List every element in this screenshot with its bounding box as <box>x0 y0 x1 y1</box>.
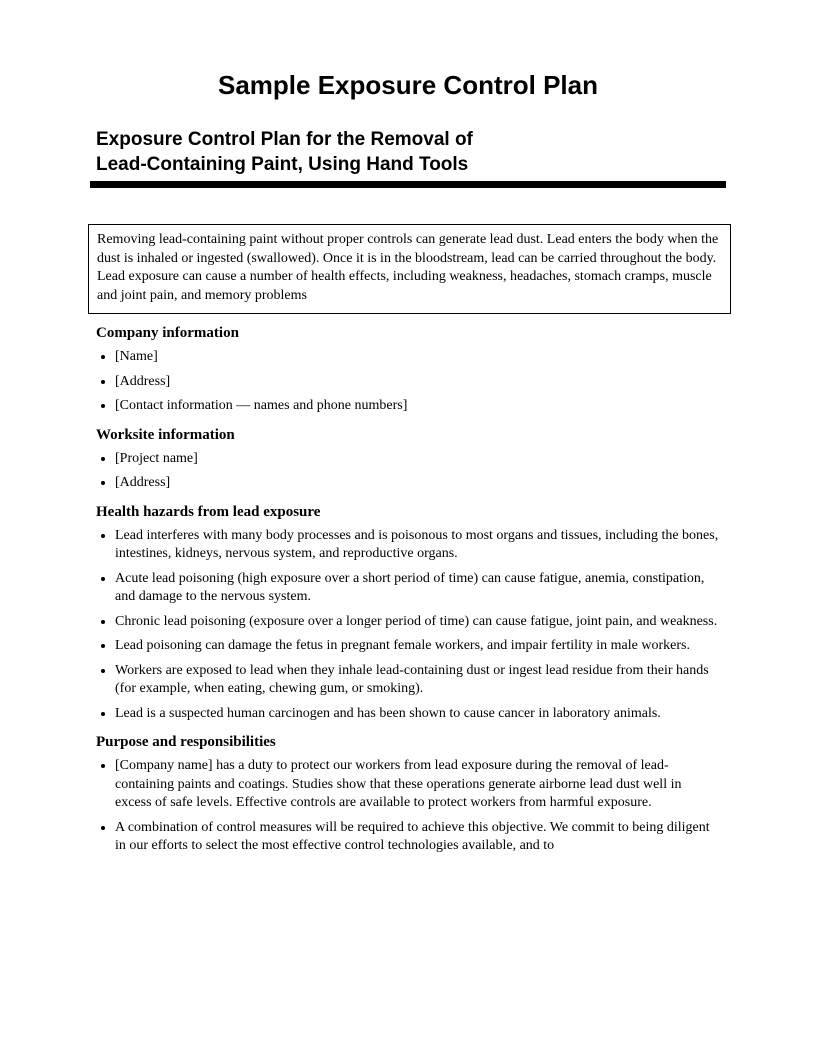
document-subtitle-line1: Exposure Control Plan for the Removal of <box>96 129 473 150</box>
section-heading-company-information: Company information <box>96 325 239 341</box>
document-title: Sample Exposure Control Plan <box>218 70 598 100</box>
section-heading-health-hazards: Health hazards from lead exposure <box>96 503 321 520</box>
bullet-item: • Acute lead poisoning (high exposure over a short period of time) can cause fatigue, anemia, constipation, and damage to the nervous system. <box>115 570 720 607</box>
section-heading-worksite-information: Worksite information <box>96 426 235 443</box>
intro-box <box>88 224 731 314</box>
document-subtitle-line2: Lead-Containing Paint, Using Hand Tools <box>96 154 469 175</box>
intro-paragraph: Removing lead-containing paint without proper controls can generate lead dust. Lead enters the body when the dust is inhaled or ingested (swallowed). Once it is in the bloodstream, lead can be carried throughout the body. Lead exposure can cause a number of health effects, including weakness, headaches, stomach cramps, muscle and joint pain, and memory problems <box>97 232 719 303</box>
title-rule <box>90 181 726 188</box>
document-subtitle <box>96 127 720 177</box>
company-information-list <box>96 348 720 416</box>
section-worksite-information <box>96 426 720 493</box>
bullet-item: • Chronic lead poisoning (exposure over a longer period of time) can cause fatigue, joint pain, and weakness. <box>115 613 720 632</box>
bullet-item: • Lead is a suspected human carcinogen and has been shown to cause cancer in laboratory animals. <box>115 705 720 724</box>
health-hazards-list <box>96 527 720 724</box>
bullet-item: • A combination of control measures will be required to achieve this objective. We commit to being diligent in our efforts to select the most effective control technologies available, and to <box>115 819 720 856</box>
section-health-hazards <box>96 503 720 724</box>
bullet-item: • [Company name] has a duty to protect our workers from lead exposure during the removal of lead-containing paints and coatings. Studies show that these operations generate airborne lead dust well in excess of safe levels. Effective controls are available to protect workers from harmful exposure. <box>115 757 720 813</box>
purpose-responsibilities-list <box>96 757 720 856</box>
section-heading-purpose-responsibilities: Purpose and responsibilities <box>96 734 276 750</box>
bullet-item: • Workers are exposed to lead when they inhale lead-containing dust or ingest lead residue from their hands (for example, when eating, chewing gum, or smoking). <box>115 662 720 699</box>
section-purpose-responsibilities <box>96 733 720 856</box>
bullet-item: • [Project name] <box>115 450 720 469</box>
bullet-item: • Lead poisoning can damage the fetus in pregnant female workers, and impair fertility in male workers. <box>115 637 720 656</box>
worksite-information-list <box>96 450 720 493</box>
bullet-item: • [Contact information — names and phone numbers] <box>115 397 720 416</box>
bullet-item: • Lead interferes with many body processes and is poisonous to most organs and tissues, including the bones, intestines, kidneys, nervous system, and reproductive organs. <box>115 527 720 564</box>
bullet-item: • [Address] <box>115 373 720 392</box>
section-company-information <box>96 324 720 416</box>
bullet-item: • [Name] <box>115 348 720 367</box>
bullet-item: • [Address] <box>115 474 720 493</box>
